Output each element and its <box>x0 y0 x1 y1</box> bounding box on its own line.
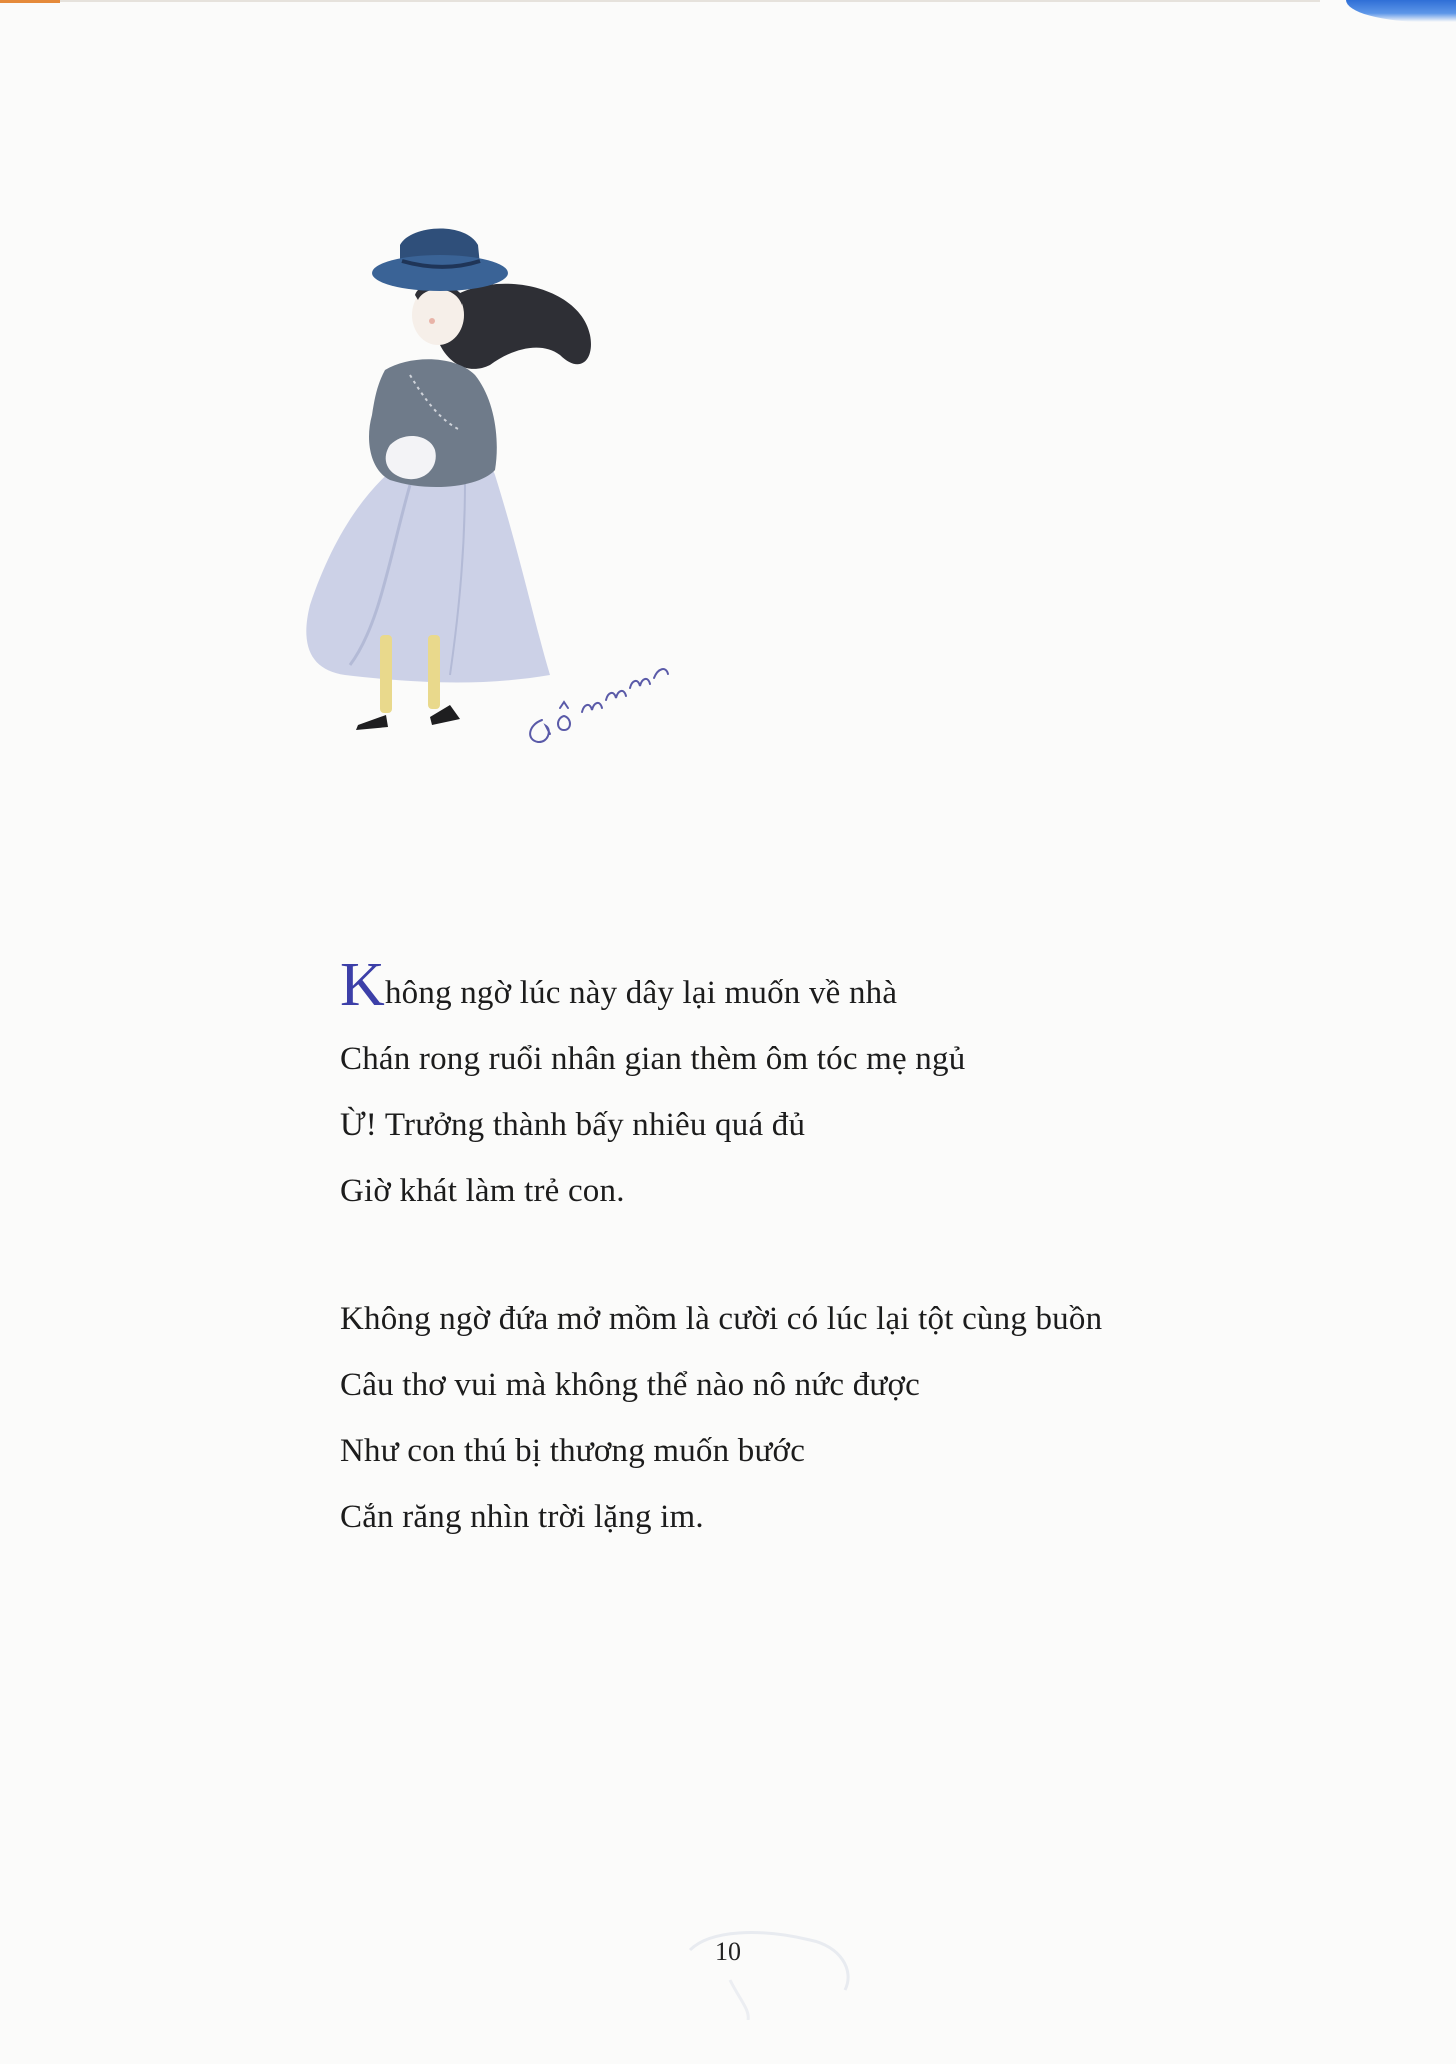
stanza-2 <box>340 1286 1340 1550</box>
poem <box>340 951 1340 1612</box>
drop-cap: K <box>340 951 385 1019</box>
poem-line: Không ngờ đứa mở mồm là cười có lúc lại tột cùng buồn <box>340 1301 1103 1337</box>
poem-line-text: hông ngờ lúc này dây lại muốn về nhà <box>384 975 898 1011</box>
page-number: 10 <box>715 1937 741 1966</box>
poem-line: Giờ khát làm trẻ con. <box>340 1173 625 1209</box>
poem-line: Câu thơ vui mà không thể nào nô nức được <box>340 1367 920 1403</box>
poem-line: Như con thú bị thương muốn bước <box>340 1433 806 1469</box>
poem-line: Ừ! Trưởng thành bấy nhiêu quá đủ <box>340 1107 806 1143</box>
scan-edge-blue <box>1346 0 1456 22</box>
handwritten-signature <box>520 630 700 750</box>
poem-line <box>340 951 1340 1026</box>
poem-line: Cắn răng nhìn trời lặng im. <box>340 1499 704 1535</box>
scan-edge-orange <box>0 0 60 3</box>
scan-edge-line <box>60 0 1320 2</box>
stanza-1 <box>340 951 1340 1224</box>
poem-line: Chán rong ruổi nhân gian thèm ôm tóc mẹ ngủ <box>340 1041 966 1077</box>
